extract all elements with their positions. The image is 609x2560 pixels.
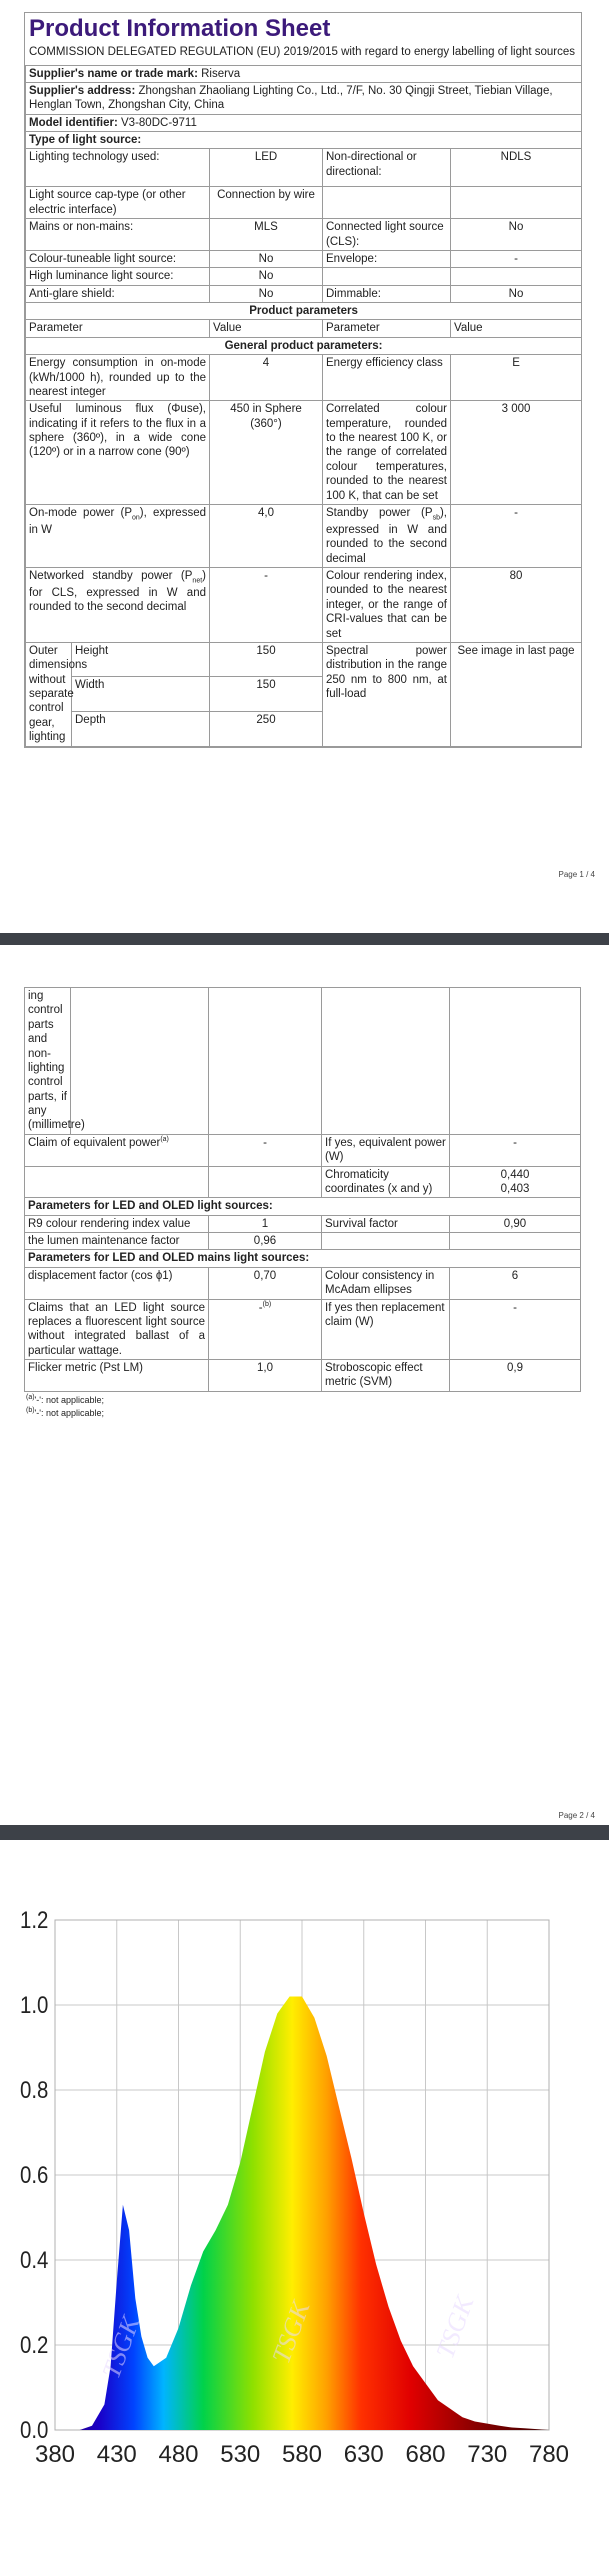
claims-value: -$^{(b)}$ [209, 1299, 322, 1360]
page-number-2: Page 2 / 4 [558, 1811, 595, 1820]
spectral-power-chart [0, 1840, 609, 2560]
flux-label: Useful luminous flux (Φuse), indicating if it refers to the flux in a sphere (360º), in a wide cone (120º) or in a narrow cone (90º) [26, 401, 210, 505]
y-tick-label: 1.0 [20, 1991, 49, 2019]
depth-label: Depth [72, 712, 210, 747]
cls-label: Connected light source (CLS): [323, 219, 451, 251]
cri-value: 80 [451, 568, 582, 643]
flicker-label: Flicker metric (Pst LM) [25, 1360, 209, 1392]
x-tick-label: 530 [220, 2441, 261, 2468]
energy-value: 4 [210, 355, 323, 401]
tune-label: Colour-tuneable light source: [26, 250, 210, 267]
footnote-a: $^{(a)}$'-': not applicable; [26, 1393, 105, 1405]
glare-value: No [210, 285, 323, 302]
model-row: Model identifier: V3-80DC-9711 [26, 114, 582, 131]
subtitle: COMMISSION DELEGATED REGULATION (EU) 2019/2015 with regard to energy labelling of light sources [29, 46, 576, 58]
surv-label: Survival factor [322, 1215, 450, 1232]
info-table-2 [24, 987, 581, 1392]
params-header: Product parameters [26, 303, 582, 320]
tune-value: No [210, 250, 323, 267]
y-tick-label: 0.8 [20, 2076, 49, 2104]
page-2 [0, 945, 609, 1825]
watermark: TSGK [430, 2292, 480, 2363]
equiv-label: Claim of equivalent power$^{(a)}$ [25, 1134, 209, 1166]
y-tick-label: 1.2 [20, 1906, 49, 1934]
page-separator [0, 1825, 609, 1840]
spd-label: Spectral power distribution in the range 250 nm to 800 nm, at full-load [323, 642, 451, 746]
width-label: Width [72, 677, 210, 712]
y-tick-label: 0.2 [20, 2331, 49, 2359]
lumen-label: the lumen maintenance factor [25, 1233, 209, 1250]
general-header: General product parameters: [26, 337, 582, 354]
x-tick-label: 680 [405, 2441, 446, 2468]
footnote-b: $^{(b)}$'-': not applicable; [26, 1406, 105, 1418]
cri-label: Colour rendering index, rounded to the nearest integer, or the range of CRI-values that can be set [323, 568, 451, 643]
flicker-value: 1,0 [209, 1360, 322, 1392]
page-3 [0, 1840, 609, 2560]
watermark: TSGK [266, 2297, 316, 2368]
col-param-2: Parameter [323, 320, 451, 337]
disp-label: displacement factor (cos ϕ1) [25, 1267, 209, 1299]
watermark: TSGK [96, 2312, 146, 2383]
col-value-1: Value [210, 320, 323, 337]
equivw-label: If yes, equivalent power (W) [322, 1134, 450, 1166]
claims-label: Claims that an LED light source replaces a fluorescent light source without integrated ballast of a particular wattage. [25, 1299, 209, 1360]
eec-value: E [451, 355, 582, 401]
cls-value: No [451, 219, 582, 251]
psb-value: - [451, 504, 582, 567]
tech-label: Lighting technology used: [26, 149, 210, 187]
surv-value: 0,90 [450, 1215, 581, 1232]
x-tick-label: 430 [96, 2441, 137, 2468]
dim-label: Dimmable: [323, 285, 451, 302]
energy-label: Energy consumption in on-mode (kWh/1000 h), rounded up to the nearest integer [26, 355, 210, 401]
psb-label: Standby power $(P_{sb})$, expressed in W and rounded to the second decimal [323, 504, 451, 567]
y-tick-label: 0.0 [20, 2416, 49, 2444]
info-sheet-page-2 [24, 987, 580, 1418]
height-value: 150 [210, 642, 323, 677]
y-tick-label: 0.4 [20, 2246, 49, 2274]
nondir-value: NDLS [451, 149, 582, 187]
macadam-label: Colour consistency in McAdam ellipses [322, 1267, 450, 1299]
x-tick-label: 380 [34, 2441, 76, 2468]
equivw-value: - [450, 1134, 581, 1166]
x-tick-label: 480 [158, 2441, 199, 2468]
cct-label: Correlated colour temperature, rounded to the nearest 100 K, or the range of correlated colour temperatures, rounded to the nearest 100 K, that can be set [323, 401, 451, 505]
eec-label: Energy efficiency class [323, 355, 451, 401]
height-label: Height [72, 642, 210, 677]
cap-value: Connection by wire [210, 187, 323, 219]
page-title: Product Information Sheet [29, 15, 331, 42]
replace-label: If yes then replacement claim (W) [322, 1299, 450, 1360]
hilum-label: High luminance light source: [26, 268, 210, 285]
width-value: 150 [210, 677, 323, 712]
pon-label: On-mode power $(P_{on})$, expressed in W [26, 504, 210, 567]
pnet-label: Networked standby power $(P_{net})$ for CLS, expressed in W and rounded to the second decimal [26, 568, 210, 643]
x-tick-label: 780 [528, 2441, 570, 2468]
page-separator [0, 933, 609, 945]
nondir-label: Non-directional or directional: [323, 149, 451, 187]
svm-label: Stroboscopic effect metric (SVM) [322, 1360, 450, 1392]
outer-dims-continued: ing control parts and non-lighting control parts, if any (millimetre) [25, 988, 71, 1135]
supplier-address-row: Supplier's address: Zhongshan Zhaoliang Lighting Co., Ltd., 7/F, No. 30 Qingji Street, Tiebian Village, Henglan Town, Zhongshan City, China [26, 82, 582, 114]
tech-value: LED [210, 149, 323, 187]
mains-value: MLS [210, 219, 323, 251]
supplier-name-row: Supplier's name or trade mark: Riserva [26, 65, 582, 82]
svm-value: 0,9 [450, 1360, 581, 1392]
led-header: Parameters for LED and OLED light sources: [25, 1198, 581, 1215]
spd-value: See image in last page [451, 642, 582, 746]
r9-value: 1 [209, 1215, 322, 1232]
col-value-2: Value [451, 320, 582, 337]
dim-value: No [451, 285, 582, 302]
cct-value: 3 000 [451, 401, 582, 505]
pon-value: 4,0 [210, 504, 323, 567]
mains-label: Mains or non-mains: [26, 219, 210, 251]
replace-value: - [450, 1299, 581, 1360]
depth-value: 250 [210, 712, 323, 747]
macadam-value: 6 [450, 1267, 581, 1299]
outer-dims-label: Outer dimensions without separate control gear, lighting [26, 642, 72, 746]
env-value: - [451, 250, 582, 267]
x-tick-label: 730 [467, 2441, 508, 2468]
page-1 [0, 0, 609, 935]
page-number-1: Page 1 / 4 [558, 870, 595, 879]
type-header: Type of light source: [26, 132, 582, 149]
disp-value: 0,70 [209, 1267, 322, 1299]
info-table-1 [25, 65, 582, 747]
r9-label: R9 colour rendering index value [25, 1215, 209, 1232]
lumen-value: 0,96 [209, 1233, 322, 1250]
chrom-value: 0,440 0,403 [450, 1166, 581, 1198]
cap-label: Light source cap-type (or other electric interface) [26, 187, 210, 219]
chrom-label: Chromaticity coordinates (x and y) [322, 1166, 450, 1198]
hilum-value: No [210, 268, 323, 285]
pnet-value: - [210, 568, 323, 643]
col-param-1: Parameter [26, 320, 210, 337]
mains-header: Parameters for LED and OLED mains light sources: [25, 1250, 581, 1267]
env-label: Envelope: [323, 250, 451, 267]
info-sheet-page-1 [24, 12, 582, 748]
equiv-value: - [209, 1134, 322, 1166]
x-tick-label: 630 [343, 2441, 384, 2468]
y-tick-label: 0.6 [20, 2161, 49, 2189]
glare-label: Anti-glare shield: [26, 285, 210, 302]
flux-value: 450 in Sphere (360°) [210, 401, 323, 505]
x-tick-label: 580 [281, 2441, 323, 2468]
